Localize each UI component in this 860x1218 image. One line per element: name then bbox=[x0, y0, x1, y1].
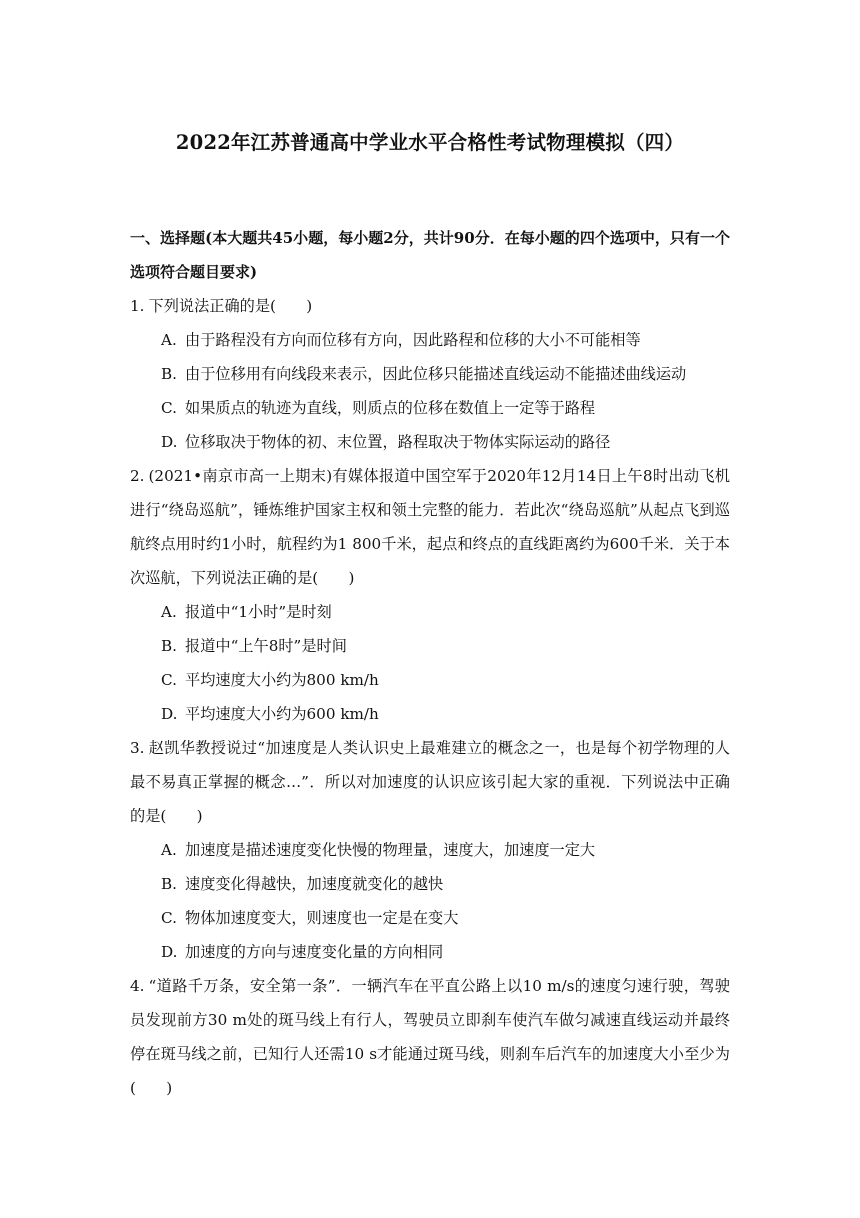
option-text: 由于位移用有向线段来表示，因此位移只能描述直线运动不能描述曲线运动 bbox=[185, 365, 687, 383]
option-letter: D. bbox=[161, 943, 178, 961]
question-number: 3. bbox=[130, 739, 145, 757]
option-a bbox=[161, 833, 730, 867]
option-list bbox=[130, 595, 730, 731]
option-letter: B. bbox=[161, 365, 177, 383]
option-letter: C. bbox=[161, 909, 177, 927]
option-text: 报道中“1小时”是时刻 bbox=[185, 603, 332, 621]
option-c bbox=[161, 663, 730, 697]
page-title: 2022年江苏普通高中学业水平合格性考试物理模拟（四） bbox=[175, 131, 685, 154]
option-b bbox=[161, 629, 730, 663]
option-a bbox=[161, 595, 730, 629]
question-stem bbox=[130, 731, 730, 833]
option-text: 平均速度大小约为600 km/h bbox=[185, 705, 379, 723]
option-text: 平均速度大小约为800 km/h bbox=[185, 671, 379, 689]
option-a bbox=[161, 323, 730, 357]
option-letter: A. bbox=[161, 603, 177, 621]
question-text: (2021•南京市高一上期末)有媒体报道中国空军于2020年12月14日上午8时出动飞机进行“绕岛巡航”，锤炼维护国家主权和领土完整的能力．若此次“绕岛巡航”从起点飞到巡航终点用时约1小时，航程约为1 800千米，起点和终点的直线距离约为600千米．关于本次巡航，下列说法正确的是( ) bbox=[130, 467, 730, 587]
option-letter: D. bbox=[161, 705, 178, 723]
option-d bbox=[161, 697, 730, 731]
option-letter: B. bbox=[161, 637, 177, 655]
option-b bbox=[161, 867, 730, 901]
option-letter: D. bbox=[161, 433, 178, 451]
option-letter: C. bbox=[161, 671, 177, 689]
question-text: 赵凯华教授说过“加速度是人类认识史上最难建立的概念之一，也是每个初学物理的人最不易真正掌握的概念…”．所以对加速度的认识应该引起大家的重视．下列说法中正确的是( ) bbox=[130, 739, 730, 825]
option-text: 速度变化得越快，加速度就变化的越快 bbox=[185, 875, 444, 893]
question-stem bbox=[130, 969, 730, 1105]
option-list bbox=[130, 323, 730, 459]
question-1 bbox=[130, 289, 730, 459]
option-d bbox=[161, 425, 730, 459]
option-text: 加速度的方向与速度变化量的方向相同 bbox=[185, 943, 444, 961]
question-number: 1. bbox=[130, 297, 145, 315]
option-letter: C. bbox=[161, 399, 177, 417]
question-text: “道路千万条，安全第一条”．一辆汽车在平直公路上以10 m/s的速度匀速行驶，驾驶员发现前方30 m处的斑马线上有行人，驾驶员立即刹车使汽车做匀减速直线运动并最终停在斑马线之前，已知行人还需10 s才能通过斑马线，则刹车后汽车的加速度大小至少为( ) bbox=[130, 977, 730, 1097]
question-number: 4. bbox=[130, 977, 145, 995]
option-text: 由于路程没有方向而位移有方向，因此路程和位移的大小不可能相等 bbox=[185, 331, 641, 349]
option-text: 报道中“上午8时”是时间 bbox=[185, 637, 347, 655]
option-b bbox=[161, 357, 730, 391]
option-list bbox=[130, 833, 730, 969]
question-text: 下列说法正确的是( ) bbox=[148, 297, 313, 315]
option-c bbox=[161, 901, 730, 935]
option-text: 物体加速度变大，则速度也一定是在变大 bbox=[185, 909, 459, 927]
section-heading: 一、选择题(本大题共45小题，每小题2分，共计90分．在每小题的四个选项中，只有一个选项符合题目要求) bbox=[130, 229, 730, 281]
question-4 bbox=[130, 969, 730, 1105]
option-letter: A. bbox=[161, 331, 177, 349]
question-number: 2. bbox=[130, 467, 145, 485]
question-2 bbox=[130, 459, 730, 731]
option-text: 如果质点的轨迹为直线，则质点的位移在数值上一定等于路程 bbox=[185, 399, 596, 417]
document-body bbox=[130, 221, 730, 1105]
question-stem bbox=[130, 459, 730, 595]
question-3 bbox=[130, 731, 730, 969]
option-d bbox=[161, 935, 730, 969]
option-letter: A. bbox=[161, 841, 177, 859]
option-text: 位移取决于物体的初、末位置，路程取决于物体实际运动的路径 bbox=[185, 433, 611, 451]
option-text: 加速度是描述速度变化快慢的物理量，速度大，加速度一定大 bbox=[185, 841, 596, 859]
option-letter: B. bbox=[161, 875, 177, 893]
question-stem bbox=[130, 289, 730, 323]
option-c bbox=[161, 391, 730, 425]
